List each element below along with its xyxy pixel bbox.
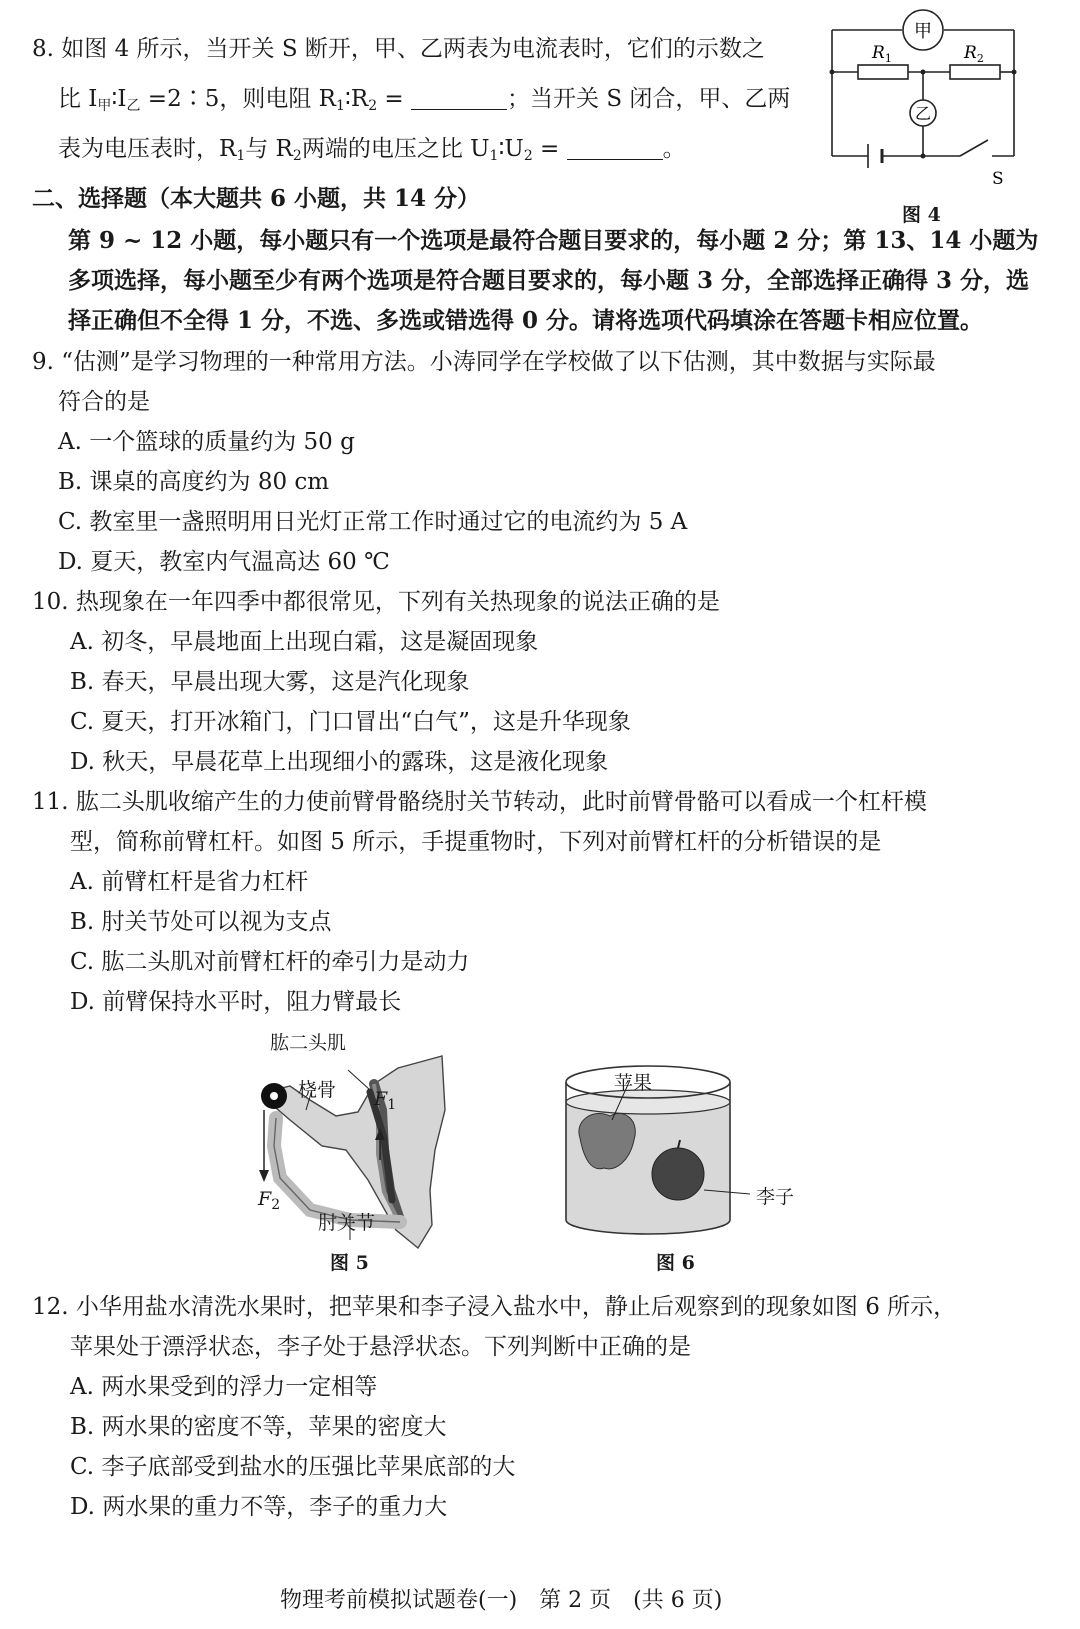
plum-shape xyxy=(652,1148,704,1200)
q10-option-c[interactable]: C. 夏天，打开冰箱门，门口冒出“白气”，这是升华现象 xyxy=(70,709,631,735)
q9-option-a[interactable]: A. 一个篮球的质量约为 50 g xyxy=(58,429,355,455)
label-biceps: 肱二头肌 xyxy=(270,1032,347,1054)
q9-option-c[interactable]: C. 教室里一盏照明用日光灯正常工作时通过它的电流约为 5 A xyxy=(58,509,688,535)
q9-line-2: 符合的是 xyxy=(58,389,150,415)
q10-option-d[interactable]: D. 秋天，早晨花草上出现细小的露珠，这是液化现象 xyxy=(70,749,609,775)
q12-option-d[interactable]: D. 两水果的重力不等，李子的重力大 xyxy=(70,1494,448,1520)
q12-option-a[interactable]: A. 两水果受到的浮力一定相等 xyxy=(70,1374,378,1400)
q8-answer-blank-2[interactable] xyxy=(567,137,663,160)
q11-option-c[interactable]: C. 肱二头肌对前臂杠杆的牵引力是动力 xyxy=(70,949,470,975)
q11-option-d[interactable]: D. 前臂保持水平时，阻力臂最长 xyxy=(70,989,402,1015)
switch-s-label: S xyxy=(992,169,1004,188)
q11-line-2: 型，简称前臂杠杆。如图 5 所示，手提重物时，下列对前臂杠杆的分析错误的是 xyxy=(70,829,882,855)
q11-option-b[interactable]: B. 肘关节处可以视为支点 xyxy=(70,909,332,935)
q9-line-1: 9. “估测”是学习物理的一种常用方法。小涛同学在学校做了以下估测，其中数据与实际最 xyxy=(32,349,936,375)
section-2-instruction-3: 择正确但不全得 1 分，不选、多选或错选得 0 分。请将选项代码填涂在答题卡相应位置。 xyxy=(68,307,984,334)
resistor-r2-shape xyxy=(950,65,1000,79)
resistor-r1-shape xyxy=(858,65,908,79)
r1-label: $R_1$ xyxy=(872,43,892,65)
figure-5-caption: 图 5 xyxy=(330,1252,369,1274)
q12-line-1: 12. 小华用盐水清洗水果时，把苹果和李子浸入盐水中，静止后观察到的现象如图 6 所示， xyxy=(32,1294,957,1320)
q11-option-a[interactable]: A. 前臂杠杆是省力杠杆 xyxy=(70,869,309,895)
figure-4-circuit-diagram xyxy=(820,8,1050,188)
label-f2: $F_2$ xyxy=(258,1188,281,1213)
q8-answer-blank-1[interactable] xyxy=(411,87,507,110)
section-2-instruction-2: 多项选择，每小题至少有两个选项是符合题目要求的，每小题 3 分，全部选择正确得 3 分，选 xyxy=(68,267,1030,294)
q8-line-3: 表为电压表时，$R_1$与 $R_2$两端的电压之比 $U_1∶U_2$ = 。 xyxy=(58,136,686,164)
figure-6-caption: 图 6 xyxy=(656,1252,695,1274)
q10-option-b[interactable]: B. 春天，早晨出现大雾，这是汽化现象 xyxy=(70,669,470,695)
label-apple: 苹果 xyxy=(614,1072,653,1094)
label-plum: 李子 xyxy=(756,1186,795,1208)
section-2-title: 二、选择题（本大题共 6 小题，共 14 分） xyxy=(32,185,481,212)
q12-option-b[interactable]: B. 两水果的密度不等，苹果的密度大 xyxy=(70,1414,447,1440)
page-footer: 物理考前模拟试题卷(一) 第 2 页 (共 6 页) xyxy=(280,1588,723,1613)
meter-yi-label: 乙 xyxy=(914,104,932,123)
q12-line-2: 苹果处于漂浮状态，李子处于悬浮状态。下列判断中正确的是 xyxy=(70,1334,691,1360)
q10-option-a[interactable]: A. 初冬，早晨地面上出现白霜，这是凝固现象 xyxy=(70,629,539,655)
figure-6-beaker-illustration xyxy=(560,1060,750,1240)
figure-4-caption: 图 4 xyxy=(902,204,941,226)
q11-line-1: 11. 肱二头肌收缩产生的力使前臂骨骼绕肘关节转动，此时前臂骨骼可以看成一个杠杆模 xyxy=(32,789,927,815)
q12-option-c[interactable]: C. 李子底部受到盐水的压强比苹果底部的大 xyxy=(70,1454,516,1480)
q8-line-1: 8. 如图 4 所示，当开关 S 断开，甲、乙两表为电流表时，它们的示数之 xyxy=(32,36,765,62)
meter-jia-label: 甲 xyxy=(914,21,932,42)
q9-option-b[interactable]: B. 课桌的高度约为 80 cm xyxy=(58,469,330,495)
section-2-instruction-1: 第 9 ~ 12 小题，每小题只有一个选项是最符合题目要求的，每小题 2 分；第 13、14 小题为 xyxy=(68,227,1039,254)
q8-line-2: 比 $I_甲∶I_乙$ =2∶5，则电阻 $R_1∶R_2$ = ；当开关 S 闭合，甲、乙两 xyxy=(58,86,791,114)
label-f1: $F_1$ xyxy=(374,1088,397,1113)
r2-label: $R_2$ xyxy=(964,43,984,65)
label-elbow-joint: 肘关节 xyxy=(318,1212,376,1234)
q9-option-d[interactable]: D. 夏天，教室内气温高达 60 ℃ xyxy=(58,549,390,575)
label-radius: 桡骨 xyxy=(298,1079,337,1101)
q10-line-1: 10. 热现象在一年四季中都很常见，下列有关热现象的说法正确的是 xyxy=(32,589,720,615)
